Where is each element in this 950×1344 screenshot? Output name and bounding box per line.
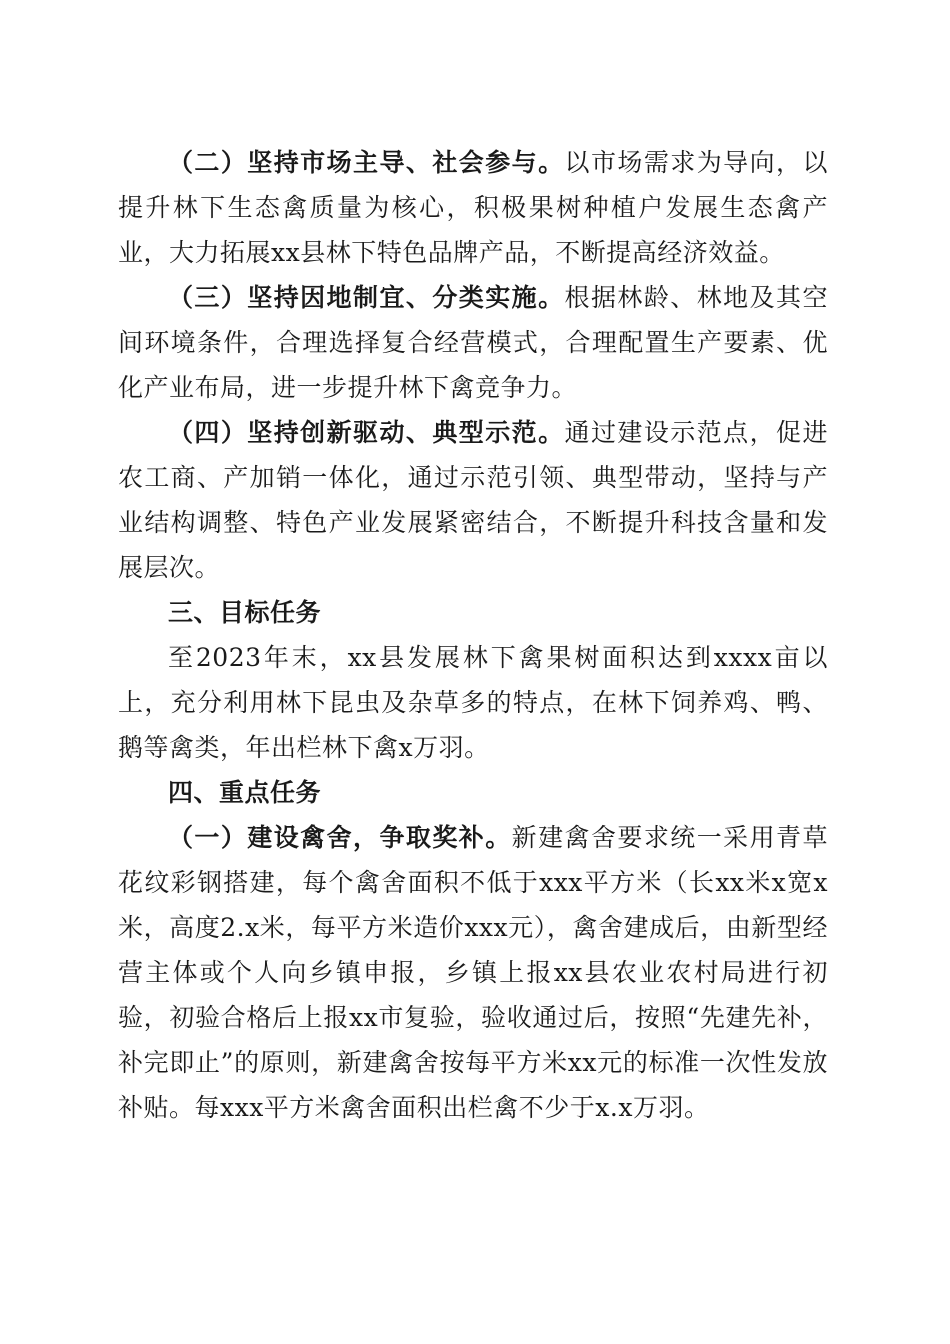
paragraph-goals [118, 635, 828, 770]
paragraph-market-guidance [118, 140, 828, 275]
paragraph-build-coops [118, 815, 828, 1130]
paragraph-text: 以市场需求为导向，以提升林下生态禽质量为核心，积极果树种植户发展生态禽产业，大力拓展xx县林下特色品牌产品，不断提高经济效益。 [118, 148, 828, 267]
document-body [118, 140, 828, 1130]
paragraph-lead: （二）坚持市场主导、社会参与。 [168, 148, 565, 177]
paragraph-text: 新建禽舍要求统一采用青草花纹彩钢搭建，每个禽舍面积不低于xxx平方米（长xx米x宽x米，高度2.x米，每平方米造价xxx元），禽舍建成后，由新型经营主体或个人向乡镇申报，乡镇上报xx县农业农村局进行初验，初验合格后上报xx市复验，验收通过后，按照“先建先补，补完即止”的原则，新建禽舍按每平方米xx元的标准一次性发放补贴。每xxx平方米禽舍面积出栏禽不少于x.x万羽。 [118, 823, 828, 1122]
paragraph-innovation [118, 410, 828, 590]
section-heading-goals: 三、目标任务 [168, 598, 322, 627]
paragraph-lead: （三）坚持因地制宜、分类实施。 [168, 283, 565, 312]
paragraph-lead: （一）建设禽舍，争取奖补。 [168, 823, 512, 852]
paragraph-lead: （四）坚持创新驱动、典型示范。 [168, 418, 565, 447]
section-heading-key-tasks: 四、重点任务 [168, 778, 322, 807]
paragraph-local-conditions [118, 275, 828, 410]
paragraph-text: 至2023年末，xx县发展林下禽果树面积达到xxxx亩以上，充分利用林下昆虫及杂草多的特点，在林下饲养鸡、鸭、鹅等禽类，年出栏林下禽x万羽。 [118, 643, 828, 762]
paragraph-text: 根据林龄、林地及其空间环境条件，合理选择复合经营模式，合理配置生产要素、优化产业布局，进一步提升林下禽竞争力。 [118, 283, 828, 402]
paragraph-text: 通过建设示范点，促进农工商、产加销一体化，通过示范引领、典型带动，坚持与产业结构调整、特色产业发展紧密结合，不断提升科技含量和发展层次。 [118, 418, 828, 582]
